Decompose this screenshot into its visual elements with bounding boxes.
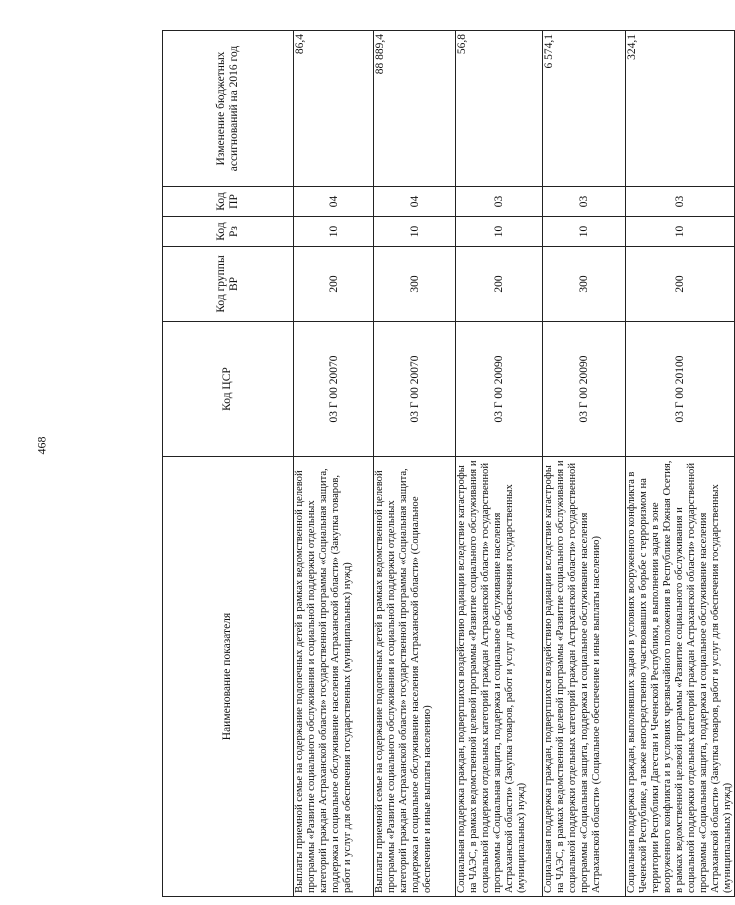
row-vr: 200 [294, 247, 374, 322]
row-csr: 03 Г 00 20090 [456, 322, 543, 457]
row-pr: 04 [374, 187, 456, 217]
header-rz: Код Рз [163, 217, 294, 247]
header-amount: Изменение бюджетных ассигнований на 2016 год [163, 31, 294, 187]
row-name: Социальная поддержка граждан, подвергшихся воздействию радиации вследствие катастрофы на ЧАЭС, в рамках ведомственной целевой программы «Развитие социального обслуживания и социальной поддержки отдельных категорий граждан Астраханской области» государственной программы «Социальная защита, поддержка и социальное обслуживание населения Астраханской области» (Социальное обеспечение и иные выплаты населению) [543, 457, 626, 897]
row-amount: 88 889,4 [374, 31, 456, 187]
table-row [543, 31, 626, 897]
row-pr: 03 [456, 187, 543, 217]
row-name: Выплаты приемной семье на содержание подопечных детей в рамках ведомственной целевой программы «Развитие социального обслуживания и социальной поддержки отдельных категорий граждан Астраханской области» государственной программы «Социальная защита, поддержка и социальное обслуживание населения Астраханской области» (Социальное обеспечение и иные выплаты населению) [374, 457, 456, 897]
row-rz: 10 [543, 217, 626, 247]
table-row [374, 31, 456, 897]
row-rz: 10 [626, 217, 735, 247]
header-vr: Код группы ВР [163, 247, 294, 322]
page-number: 468 [34, 436, 49, 455]
row-amount: 6 574,1 [543, 31, 626, 187]
budget-table [162, 30, 735, 897]
row-amount: 324,1 [626, 31, 735, 187]
row-csr: 03 Г 00 20100 [626, 322, 735, 457]
header-csr: Код ЦСР [163, 322, 294, 457]
header-name: Наименование показателя [163, 457, 294, 897]
table-row [294, 31, 374, 897]
table-row [626, 31, 735, 897]
row-name: Социальная поддержка граждан, выполнявших задачи в условиях вооруженного конфликта в Чеченской Республике, а также непосредственно участвовавших в борьбе с терроризмом на территории Республики Дагестан и Чеченской Республики, в выполнении задач в зоне вооруженного конфликта и в условиях чрезвычайного положения в Республике Южная Осетия, в рамках ведомственной целевой программы «Развитие социального обслуживания и социальной поддержки отдельных категорий граждан Астраханской области» государственной программы «Социальная защита, поддержка и социальное обслуживание населения Астраханской области» (Закупка товаров, работ и услуг для обеспечения государственных (муниципальных) нужд) [626, 457, 735, 897]
row-amount: 86,4 [294, 31, 374, 187]
row-csr: 03 Г 00 20070 [294, 322, 374, 457]
row-rz: 10 [294, 217, 374, 247]
row-pr: 03 [543, 187, 626, 217]
row-csr: 03 Г 00 20070 [374, 322, 456, 457]
row-vr: 200 [456, 247, 543, 322]
table-row [456, 31, 543, 897]
row-csr: 03 Г 00 20090 [543, 322, 626, 457]
row-pr: 03 [626, 187, 735, 217]
header-row [163, 31, 294, 897]
row-vr: 300 [543, 247, 626, 322]
header-pr: Код ПР [163, 187, 294, 217]
row-rz: 10 [456, 217, 543, 247]
row-pr: 04 [294, 187, 374, 217]
table-wrapper [162, 31, 733, 897]
row-name: Социальная поддержка граждан, подвергшихся воздействию радиации вследствие катастрофы на ЧАЭС, в рамках ведомственной целевой программы «Развитие социального обслуживания и социальной поддержки отдельных категорий граждан Астраханской области» государственной программы «Социальная защита, поддержка и социальное обслуживание населения Астраханской области» (Закупка товаров, работ и услуг для обеспечения государственных (муниципальных) нужд) [456, 457, 543, 897]
row-amount: 56,8 [456, 31, 543, 187]
row-name: Выплаты приемной семье на содержание подопечных детей в рамках ведомственной целевой программы «Развитие социального обслуживания и социальной поддержки отдельных категорий граждан Астраханской области» государственной программы «Социальная защита, поддержка и социальное обслуживание населения Астраханской области» (Закупка товаров, работ и услуг для обеспечения государственных (муниципальных) нужд) [294, 457, 374, 897]
row-rz: 10 [374, 217, 456, 247]
rotated-page-container [162, 31, 733, 893]
row-vr: 200 [626, 247, 735, 322]
row-vr: 300 [374, 247, 456, 322]
